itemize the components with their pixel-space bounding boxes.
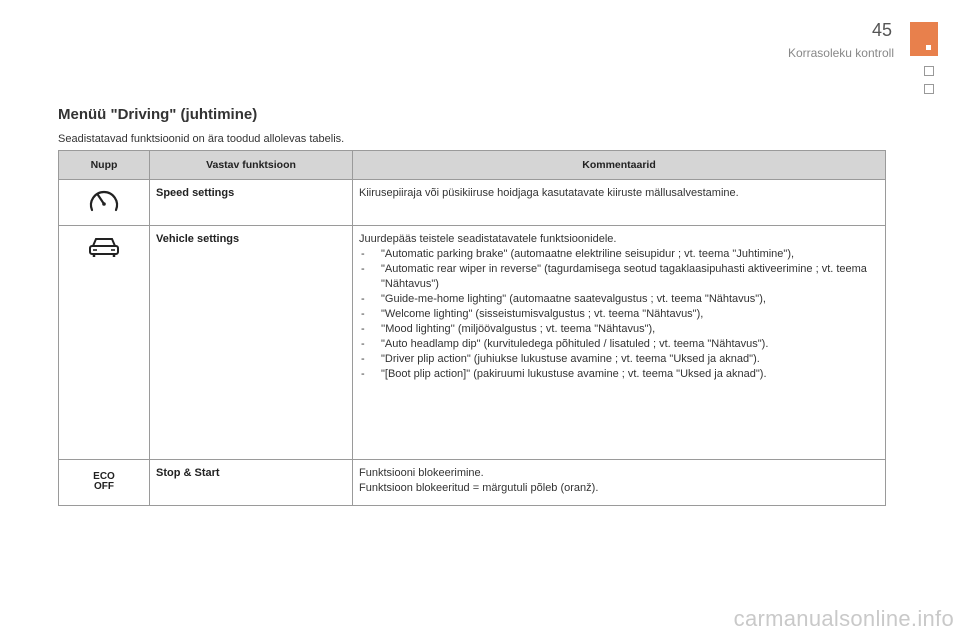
comment-line: Kiirusepiiraja või püsikiiruse hoidjaga kasutatavate kiiruste mällusalvestamine. (359, 187, 739, 199)
table-row (59, 460, 886, 506)
eco-label: ECO (93, 471, 115, 482)
comment-cell (353, 180, 886, 226)
button-cell (59, 460, 150, 506)
list-item: - "[Boot plip action]" (pakiruumi lukustuse avamine ; vt. teema "Uksed ja aknad"). (359, 367, 879, 382)
list-item: - "Auto headlamp dip" (kurvituledega põhituled / lisatuled ; vt. teema "Nähtavus"). (359, 337, 879, 352)
watermark: carmanualsonline.info (733, 606, 954, 631)
speedometer-icon (87, 188, 121, 214)
chapter-title: Korrasoleku kontroll (787, 46, 894, 60)
column-header-comments: Kommentaarid (353, 151, 886, 180)
function-name: Speed settings (150, 180, 353, 226)
function-name: Vehicle settings (150, 226, 353, 460)
functions-table (58, 150, 886, 506)
page-number: 45 (871, 20, 892, 40)
settings-list (359, 247, 879, 382)
list-item: - "Automatic parking brake" (automaatne elektriline seisupidur ; vt. teema "Juhtimine"), (359, 247, 879, 262)
car-icon (86, 234, 122, 260)
comment-cell (353, 226, 886, 460)
button-cell (59, 226, 150, 460)
comment-line: Juurdepääs teistele seadistatavatele funktsioonidele. (359, 233, 617, 245)
button-cell (59, 180, 150, 226)
comment-line: Funktsioon blokeeritud = märgutuli põleb (oranž). (359, 482, 599, 494)
table-row (59, 180, 886, 226)
column-header-function: Vastav funktsioon (150, 151, 353, 180)
list-item: - "Welcome lighting" (sisseistumisvalgustus ; vt. teema "Nähtavus"), (359, 307, 879, 322)
comment-cell (353, 460, 886, 506)
table-row (59, 226, 886, 460)
table-header-row (59, 151, 886, 180)
chapter-box-2[interactable] (924, 84, 934, 94)
column-header-button: Nupp (59, 151, 150, 180)
chapter-tab[interactable] (910, 22, 938, 56)
comment-line: Funktsiooni blokeerimine. (359, 467, 484, 479)
function-name: Stop & Start (150, 460, 353, 506)
list-item: - "Automatic rear wiper in reverse" (tagurdamisega seotud tagaklaasipuhasti aktiveerimine ; vt. teema "Nähtavus") (359, 262, 879, 292)
off-label: OFF (93, 481, 114, 492)
list-item: - "Guide-me-home lighting" (automaatne saatevalgustus ; vt. teema "Nähtavus"), (359, 292, 879, 307)
eco-off-icon (93, 472, 115, 492)
section-intro: Seadistatavad funktsioonid on ära toodud allolevas tabelis. (58, 133, 345, 145)
list-item: - ''Mood lighting'' (miljöövalgustus ; vt. teema "Nähtavus"), (359, 322, 879, 337)
list-item: - "Driver plip action" (juhiukse lukustuse avamine ; vt. teema "Uksed ja aknad"). (359, 352, 879, 367)
chapter-box-1[interactable] (924, 66, 934, 76)
section-heading: Menüü "Driving" (juhtimine) (58, 106, 258, 123)
tab-marker (926, 45, 931, 50)
